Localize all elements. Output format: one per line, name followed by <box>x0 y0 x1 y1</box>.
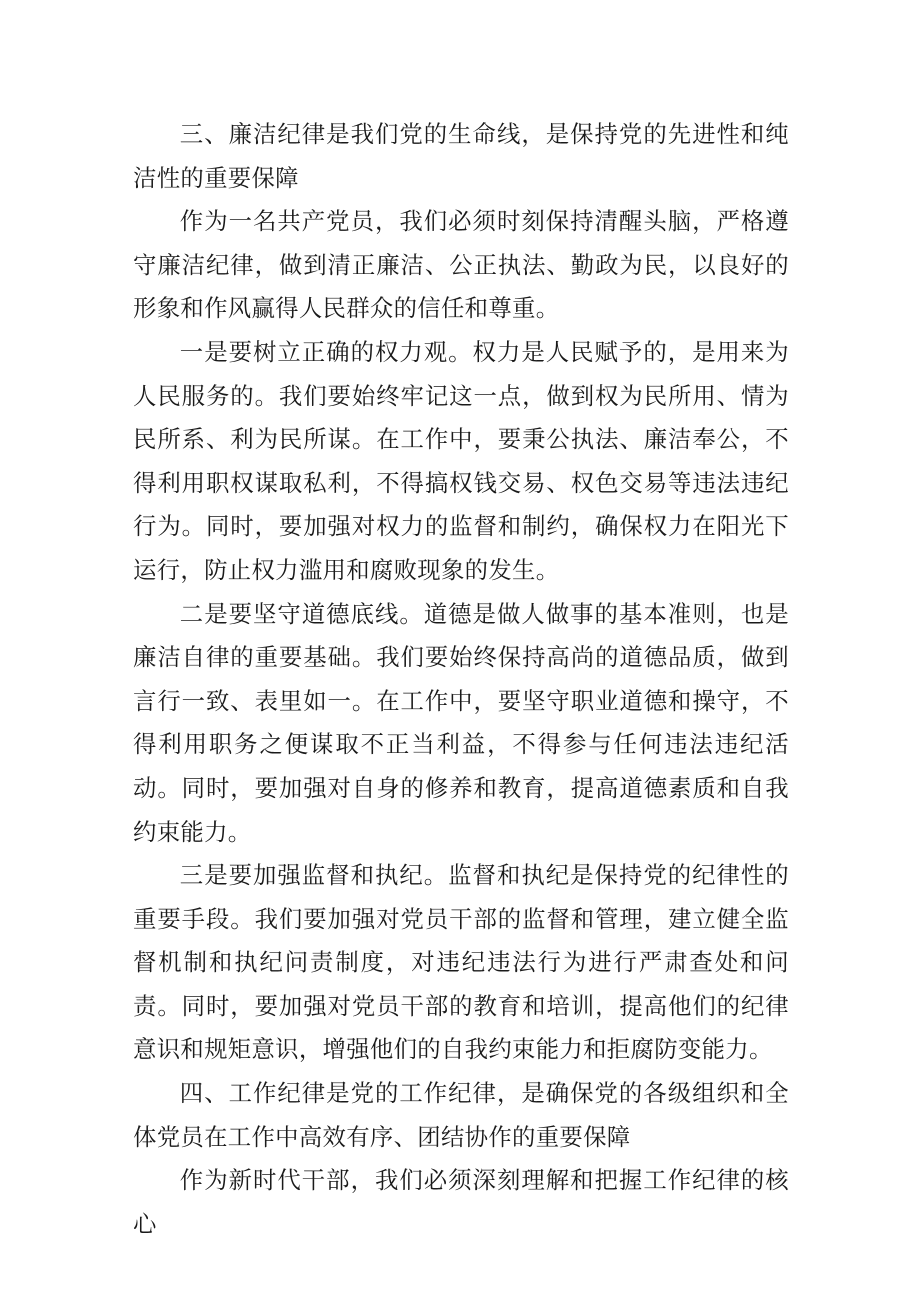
paragraph: 作为一名共产党员，我们必须时刻保持清醒头脑，严格遵守廉洁纪律，做到清正廉洁、公正执法、勤政为民，以良好的形象和作风赢得人民群众的信任和尊重。 <box>133 207 789 323</box>
paragraph: 二是要坚守道德底线。道德是做人做事的基本准则，也是廉洁自律的重要基础。我们要始终保持高尚的道德品质，做到言行一致、表里如一。在工作中，要坚守职业道德和操守，不得利用职务之便谋取不正当利益，不得参与任何违法违纪活动。同时，要加强对自身的修养和教育，提高道德素质和自我约束能力。 <box>133 599 789 846</box>
paragraph: 三是要加强监督和执纪。监督和执纪是保持党的纪律性的重要手段。我们要加强对党员干部的监督和管理，建立健全监督机制和执纪问责制度，对违纪违法行为进行严肃查处和问责。同时，要加强对党员干部的教育和培训，提高他们的纪律意识和规矩意识，增强他们的自我约束能力和拒腐防变能力。 <box>133 861 789 1064</box>
document-page <box>133 113 789 1246</box>
section-heading-four: 四、工作纪律是党的工作纪律，是确保党的各级组织和全体党员在工作中高效有序、团结协作的重要保障 <box>133 1079 789 1151</box>
section-heading-three: 三、廉洁纪律是我们党的生命线，是保持党的先进性和纯洁性的重要保障 <box>133 120 789 192</box>
paragraph: 作为新时代干部，我们必须深刻理解和把握工作纪律的核心 <box>133 1166 789 1238</box>
paragraph: 一是要树立正确的权力观。权力是人民赋予的，是用来为人民服务的。我们要始终牢记这一点，做到权为民所用、情为民所系、利为民所谋。在工作中，要秉公执法、廉洁奉公，不得利用职权谋取私利，不得搞权钱交易、权色交易等违法违纪行为。同时，要加强对权力的监督和制约，确保权力在阳光下运行，防止权力滥用和腐败现象的发生。 <box>133 337 789 584</box>
